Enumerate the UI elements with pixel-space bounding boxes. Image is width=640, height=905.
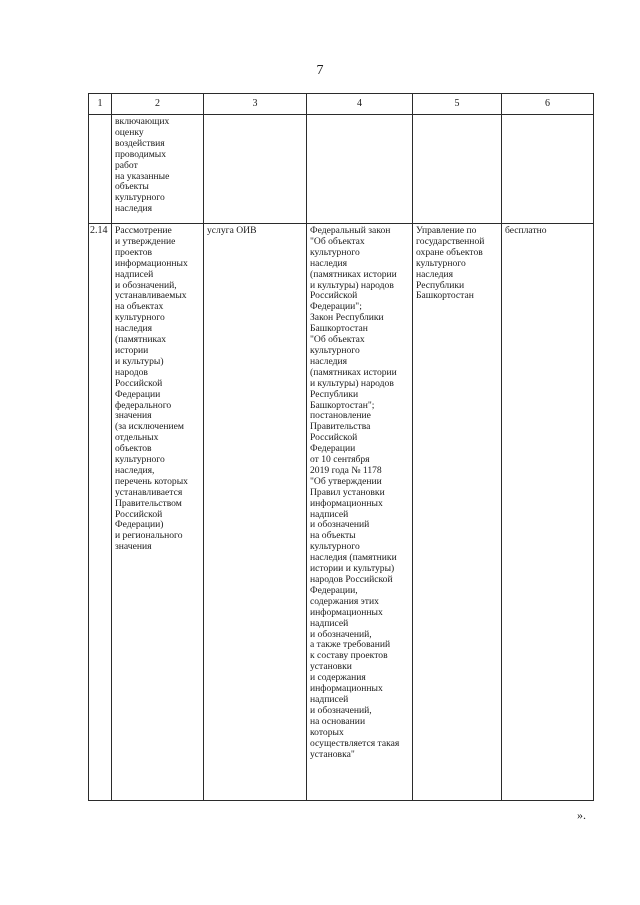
header-cell-6: 6 bbox=[502, 94, 594, 115]
row1-fee bbox=[502, 115, 594, 224]
row1-service-name: включающих оценку воздействия проводимых работ на указанные объекты культурного наследия bbox=[112, 115, 204, 224]
row1-authority bbox=[413, 115, 502, 224]
table-header-row bbox=[89, 94, 594, 115]
header-cell-4: 4 bbox=[307, 94, 413, 115]
table-row-continuation bbox=[89, 115, 594, 224]
row1-legal-basis bbox=[307, 115, 413, 224]
row2-number: 2.14 bbox=[89, 224, 112, 801]
header-cell-2: 2 bbox=[112, 94, 204, 115]
row2-service-name: Рассмотрение и утверждение проектов информационных надписей и обозначений, устанавливаемых на объектах культурного наследия (памятниках истории и культуры) народов Российской Федерации федерального значения (за исключением отдельных объектов культурного наследия, перечень которых устанавливается Правительством Российской Федерации) и регионального значения bbox=[112, 224, 204, 801]
header-cell-3: 3 bbox=[204, 94, 307, 115]
row2-fee: бесплатно bbox=[502, 224, 594, 801]
table-row-2-14 bbox=[89, 224, 594, 801]
header-cell-5: 5 bbox=[413, 94, 502, 115]
header-cell-1: 1 bbox=[89, 94, 112, 115]
row1-service-type bbox=[204, 115, 307, 224]
services-table bbox=[88, 93, 594, 801]
row1-number bbox=[89, 115, 112, 224]
row2-service-type: услуга ОИВ bbox=[204, 224, 307, 801]
row2-authority: Управление по государственной охране объектов культурного наследия Республики Башкортостан bbox=[413, 224, 502, 801]
row2-legal-basis: Федеральный закон "Об объектах культурного наследия (памятниках истории и культуры) народов Российской Федерации"; Закон Республики Башкортостан "Об объектах культурного наследия (памятниках истории и культуры) народов Республики Башкортостан"; постановление Правительства Российской Федерации от 10 сентября 2019 года № 1178 "Об утверждении Правил установки информационных надписей и обозначений на объекты культурного наследия (памятники истории и культуры) народов Российской Федерации, содержания этих информационных надписей и обозначений, а также требований к составу проектов установки и содержания информационных надписей и обозначений, на основании которых осуществляется такая установка" bbox=[307, 224, 413, 801]
closing-quote-mark: ». bbox=[577, 808, 586, 822]
page-number: 7 bbox=[316, 63, 324, 78]
